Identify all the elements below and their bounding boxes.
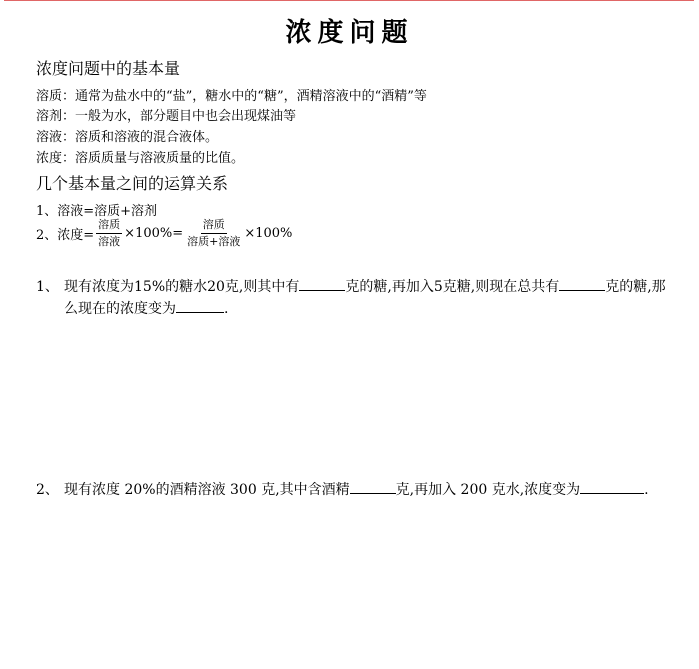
answer-blank[interactable] [299,276,345,291]
formula-times-percent-end: ×100% [244,226,293,241]
definition-solute: 溶质：通常为盐水中的“盐”，糖水中的“糖”，酒精溶液中的“酒精”等 [36,89,427,104]
problem-text [64,479,666,501]
formula-times-percent: ×100%= [124,226,184,241]
section-heading-relations: 几个基本量之间的运算关系 [36,174,229,193]
problem-number: 2、 [36,482,59,498]
section-heading-basic-quantities: 浓度问题中的基本量 [36,59,181,78]
problem-text-segment: 现有浓度为15%的糖水20克,则其中有 [64,279,300,295]
fraction-denominator: 溶质+溶液 [187,235,241,248]
fraction-numerator: 溶质 [96,218,122,234]
top-border-line [4,0,694,1]
formula-prefix: 2、浓度= [36,228,95,243]
formula-solution: 1、溶液=溶质+溶剂 [36,204,158,219]
fraction-denominator: 溶液 [98,235,121,248]
fraction-numerator: 溶质 [201,218,227,234]
answer-blank[interactable] [580,479,644,494]
problem-text-segment: 克,再加入 200 克水,浓度变为 [395,482,581,498]
problem-text-segment: . [224,301,229,317]
answer-blank[interactable] [176,298,224,313]
problem-1 [36,276,666,320]
formula-concentration [36,218,292,249]
definition-solution: 溶液：溶质和溶液的混合液体。 [36,130,219,145]
problem-2 [36,479,666,501]
definition-concentration: 浓度：溶质质量与溶液质量的比值。 [36,151,245,166]
problem-text [64,276,666,320]
page-title: 浓度问题 [285,18,414,48]
answer-blank[interactable] [559,276,605,291]
problem-text-segment: 现有浓度 20%的酒精溶液 300 克,其中含酒精 [64,482,350,498]
fraction-solute-over-solution [96,218,122,249]
fraction-solute-over-sum [185,218,242,249]
problem-text-segment: . [644,482,649,498]
answer-blank[interactable] [350,479,396,494]
problem-text-segment: 克的糖,那么现在的浓度变为 [64,279,666,317]
problem-number: 1、 [36,279,59,295]
definition-solvent: 溶剂：一般为水，部分题目中也会出现煤油等 [36,109,297,124]
problem-text-segment: 克的糖,再加入5克糖,则现在总共有 [345,279,560,295]
